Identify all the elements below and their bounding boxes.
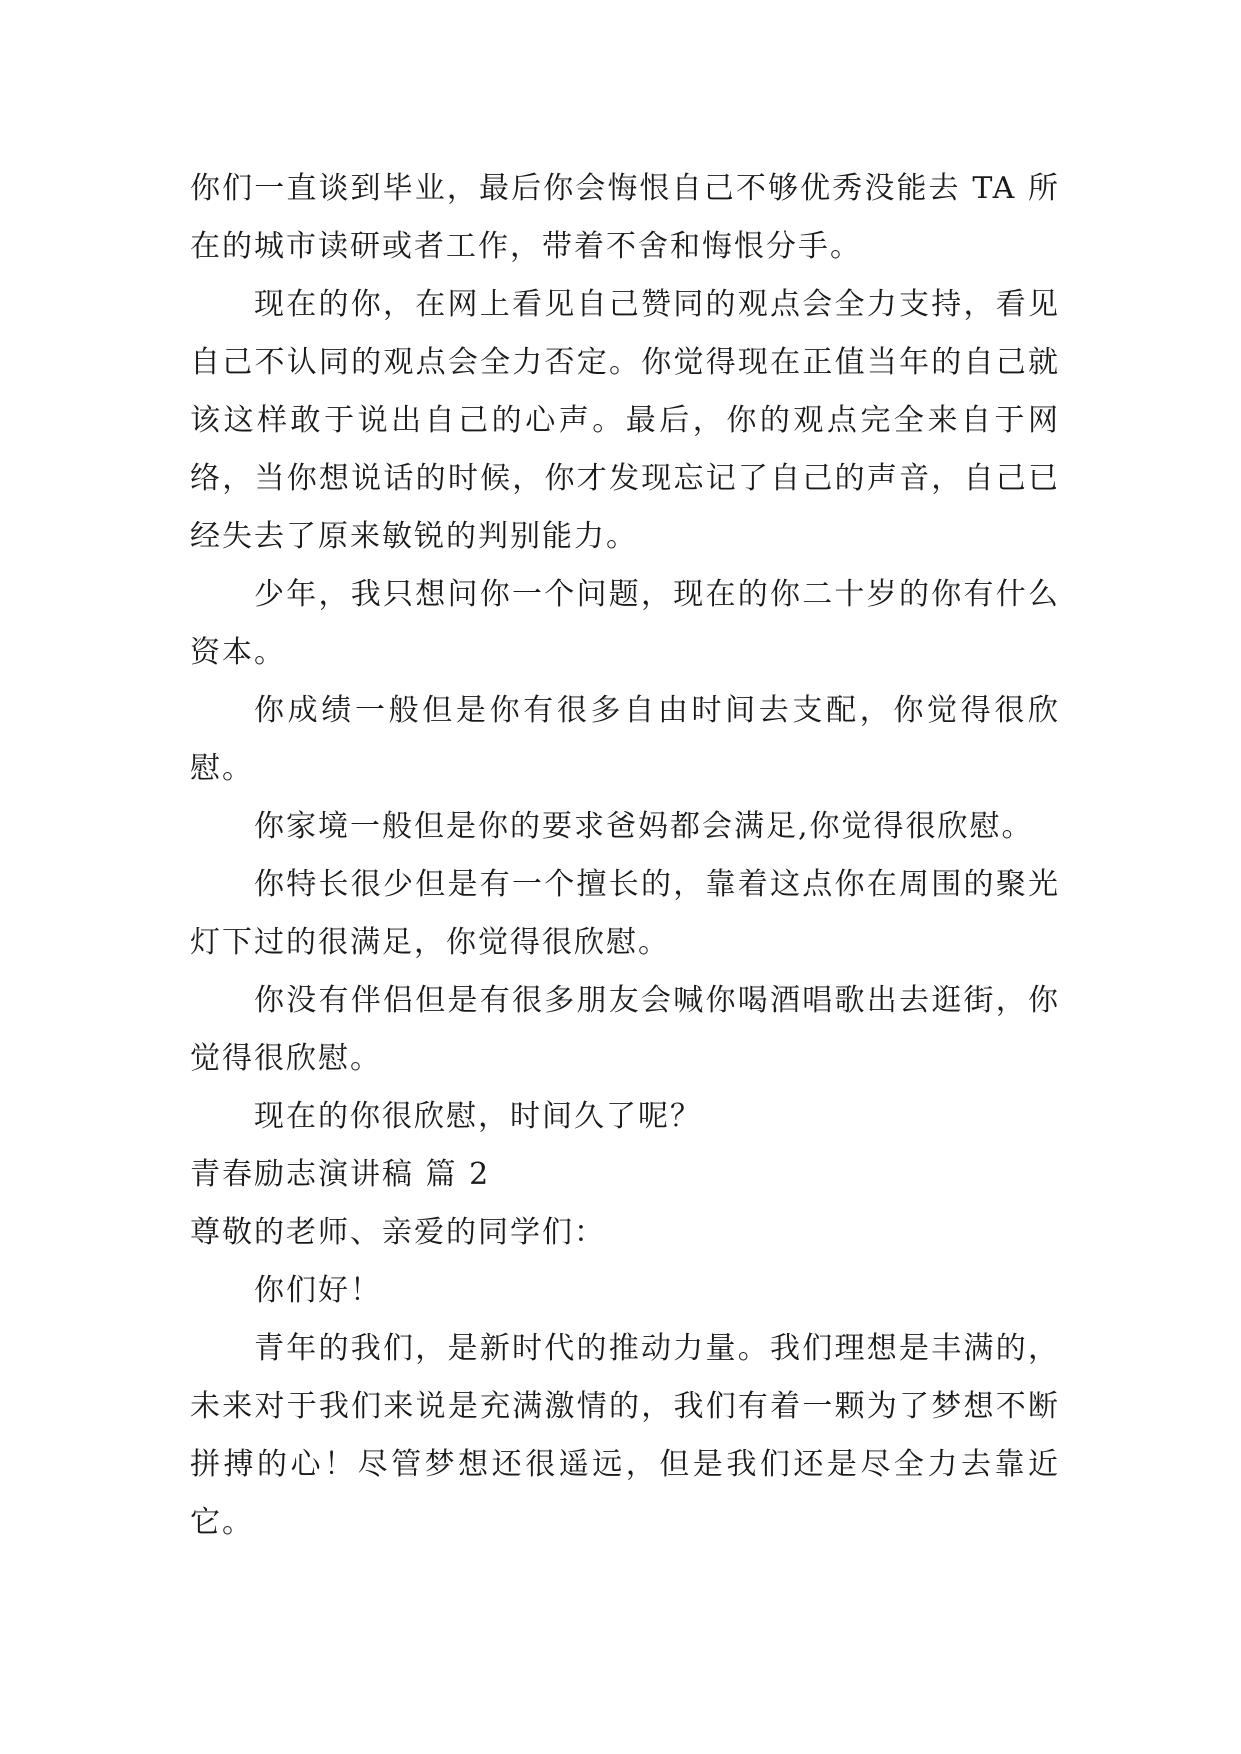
paragraph-grades: 你成绩一般但是你有很多自由时间去支配，你觉得很欣慰。 [190, 693, 1060, 786]
paragraph-continued: 你们一直谈到毕业，最后你会悔恨自己不够优秀没能去 TA 所在的城市读研或者工作，带着不舍和悔恨分手。 [190, 171, 1060, 264]
greeting: 你们好！ [254, 1273, 382, 1308]
paragraph-talent: 你特长很少但是有一个擅长的，靠着这点你在周围的聚光灯下过的很满足，你觉得很欣慰。 [190, 867, 1060, 960]
section-heading: 青春励志演讲稿 篇 2 [190, 1157, 491, 1192]
paragraph-closing-question: 现在的你很欣慰，时间久了呢？ [254, 1099, 702, 1134]
paragraph-family: 你家境一般但是你的要求爸妈都会满足,你觉得很欣慰。 [254, 809, 1034, 844]
paragraph-friends: 你没有伴侣但是有很多朋友会喊你喝酒唱歌出去逛街，你觉得很欣慰。 [190, 983, 1060, 1076]
salutation: 尊敬的老师、亲爱的同学们： [190, 1215, 606, 1250]
paragraph-question: 少年，我只想问你一个问题，现在的你二十岁的你有什么资本。 [190, 577, 1060, 670]
paragraph-youth: 青年的我们，是新时代的推动力量。我们理想是丰满的，未来对于我们来说是充满激情的，我们有着一颗为了梦想不断拼搏的心！尽管梦想还很遥远，但是我们还是尽全力去靠近它。 [190, 1331, 1060, 1540]
paragraph-opinions: 现在的你，在网上看见自己赞同的观点会全力支持，看见自己不认同的观点会全力否定。你觉得现在正值当年的自己就该这样敢于说出自己的心声。最后，你的观点完全来自于网络，当你想说话的时候，你才发现忘记了自己的声音，自己已经失去了原来敏锐的判别能力。 [190, 287, 1060, 554]
document-body [190, 160, 1060, 1552]
